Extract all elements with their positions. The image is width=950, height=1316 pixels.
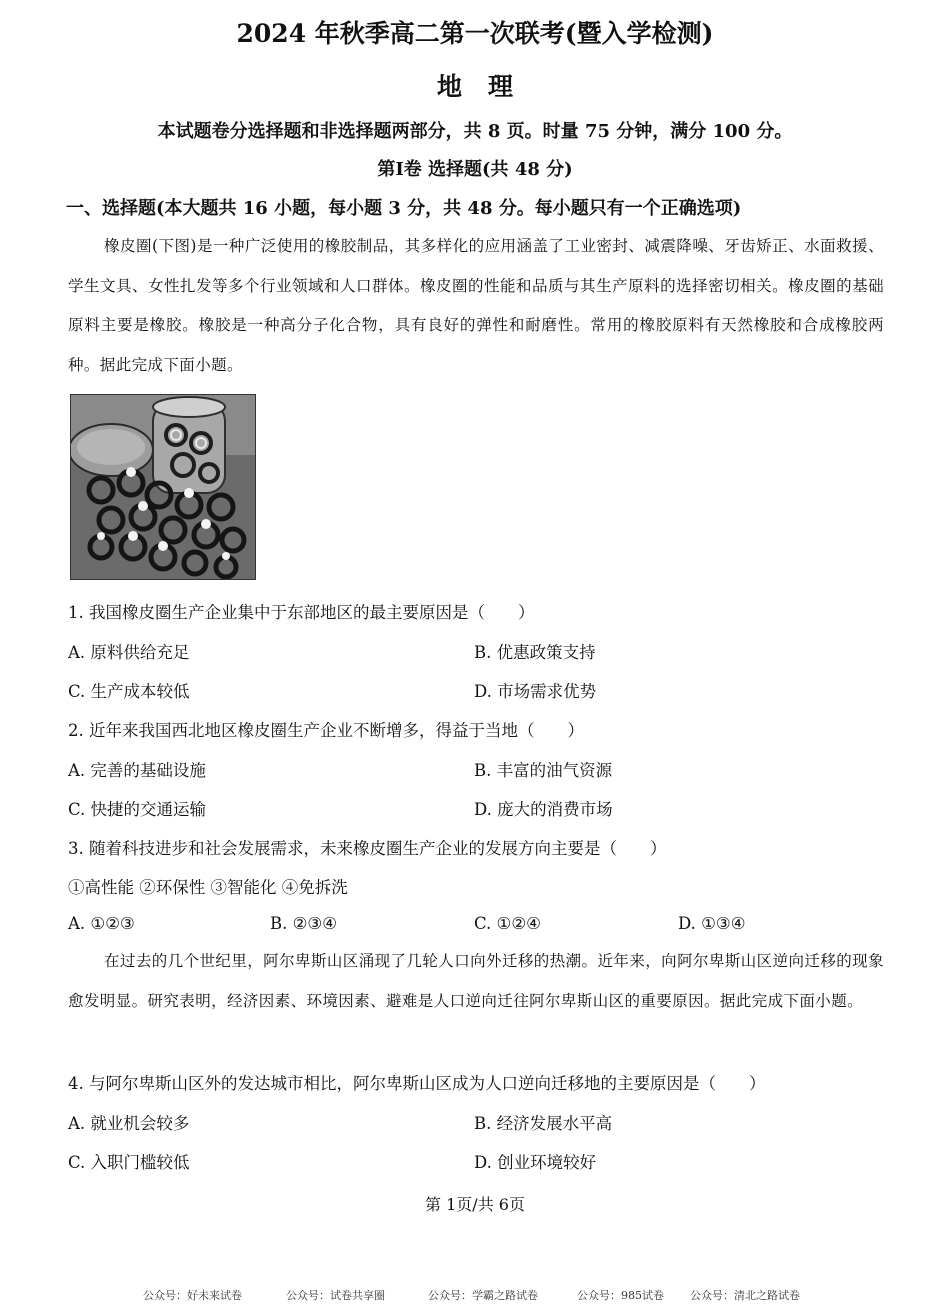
page-number: 第 1页/共 6页 bbox=[425, 1195, 525, 1214]
question-4-option-d[interactable]: D. 创业环境较好 bbox=[474, 1153, 597, 1172]
watermark-1: 公众号：好未来试卷 bbox=[143, 1289, 242, 1302]
question-1-option-a[interactable]: A. 原料供给充足 bbox=[68, 643, 190, 662]
passage-2: 在过去的几个世纪里，阿尔卑斯山区涌现了几轮人口向外迁移的热潮。近年来，向阿尔卑斯山区逆向迁移的现象愈发明显。研究表明，经济因素、环境因素、避难是人口逆向迁往阿尔卑斯山区的重要原因。据此完成下面小题。 bbox=[68, 952, 884, 1010]
question-2-option-c[interactable]: C. 快捷的交通运输 bbox=[68, 800, 207, 819]
question-3-items: ①高性能 ②环保性 ③智能化 ④免拆洗 bbox=[68, 878, 348, 897]
question-4-stem: 4. 与阿尔卑斯山区外的发达城市相比，阿尔卑斯山区成为人口逆向迁移地的主要原因是（ ） bbox=[68, 1074, 766, 1093]
question-1-option-d[interactable]: D. 市场需求优势 bbox=[474, 682, 597, 701]
rubber-band-image bbox=[71, 395, 255, 579]
watermark-5: 公众号：清北之路试卷 bbox=[690, 1289, 800, 1302]
question-3-option-c[interactable]: C. ①②④ bbox=[474, 914, 541, 933]
question-1-option-c[interactable]: C. 生产成本较低 bbox=[68, 682, 190, 701]
question-2-stem: 2. 近年来我国西北地区橡皮圈生产企业不断增多，得益于当地（ ） bbox=[68, 721, 584, 740]
question-4-option-c[interactable]: C. 入职门槛较低 bbox=[68, 1153, 190, 1172]
question-3-option-d[interactable]: D. ①③④ bbox=[678, 914, 746, 933]
question-3-option-b[interactable]: B. ②③④ bbox=[270, 914, 337, 933]
watermark-2: 公众号：试卷共享圈 bbox=[286, 1289, 385, 1302]
question-2-option-b[interactable]: B. 丰富的油气资源 bbox=[474, 761, 613, 780]
question-2-option-d[interactable]: D. 庞大的消费市场 bbox=[474, 800, 613, 819]
question-2-option-a[interactable]: A. 完善的基础设施 bbox=[68, 761, 206, 780]
exam-title: 2024 年秋季高二第一次联考(暨入学检测) bbox=[236, 19, 714, 48]
subject-title: 地理 bbox=[436, 72, 539, 101]
watermark-3: 公众号：学霸之路试卷 bbox=[428, 1289, 538, 1302]
passage-1: 橡皮圈(下图)是一种广泛使用的橡胶制品，其多样化的应用涵盖了工业密封、减震降噪、牙齿矫正、水面救援、学生文具、女性扎发等多个行业领域和人口群体。橡皮圈的性能和品质与其生产原料的选择密切相关。橡皮圈的基础原料主要是橡胶。橡胶是一种高分子化合物，具有良好的弹性和耐磨性。常用的橡胶原料有天然橡胶和合成橡胶两种。据此完成下面小题。 bbox=[68, 237, 884, 374]
question-3-option-a[interactable]: A. ①②③ bbox=[68, 914, 135, 933]
question-1-stem: 1. 我国橡皮圈生产企业集中于东部地区的最主要原因是（ ） bbox=[68, 603, 535, 622]
question-1-option-b[interactable]: B. 优惠政策支持 bbox=[474, 643, 596, 662]
question-3-stem: 3. 随着科技进步和社会发展需求，未来橡皮圈生产企业的发展方向主要是（ ） bbox=[68, 839, 667, 858]
part-title: 第Ⅰ卷 选择题(共 48 分) bbox=[377, 159, 573, 180]
watermark-4: 公众号：985试卷 bbox=[577, 1289, 664, 1302]
rubber-band-photo bbox=[70, 394, 256, 580]
question-4-option-a[interactable]: A. 就业机会较多 bbox=[68, 1114, 190, 1133]
section-title: 一、选择题(本大题共 16 小题，每小题 3 分，共 48 分。每小题只有一个正确选项) bbox=[66, 198, 742, 219]
exam-info: 本试题卷分选择题和非选择题两部分，共 8 页。时量 75 分钟，满分 100 分。 bbox=[157, 121, 793, 142]
question-4-option-b[interactable]: B. 经济发展水平高 bbox=[474, 1114, 613, 1133]
